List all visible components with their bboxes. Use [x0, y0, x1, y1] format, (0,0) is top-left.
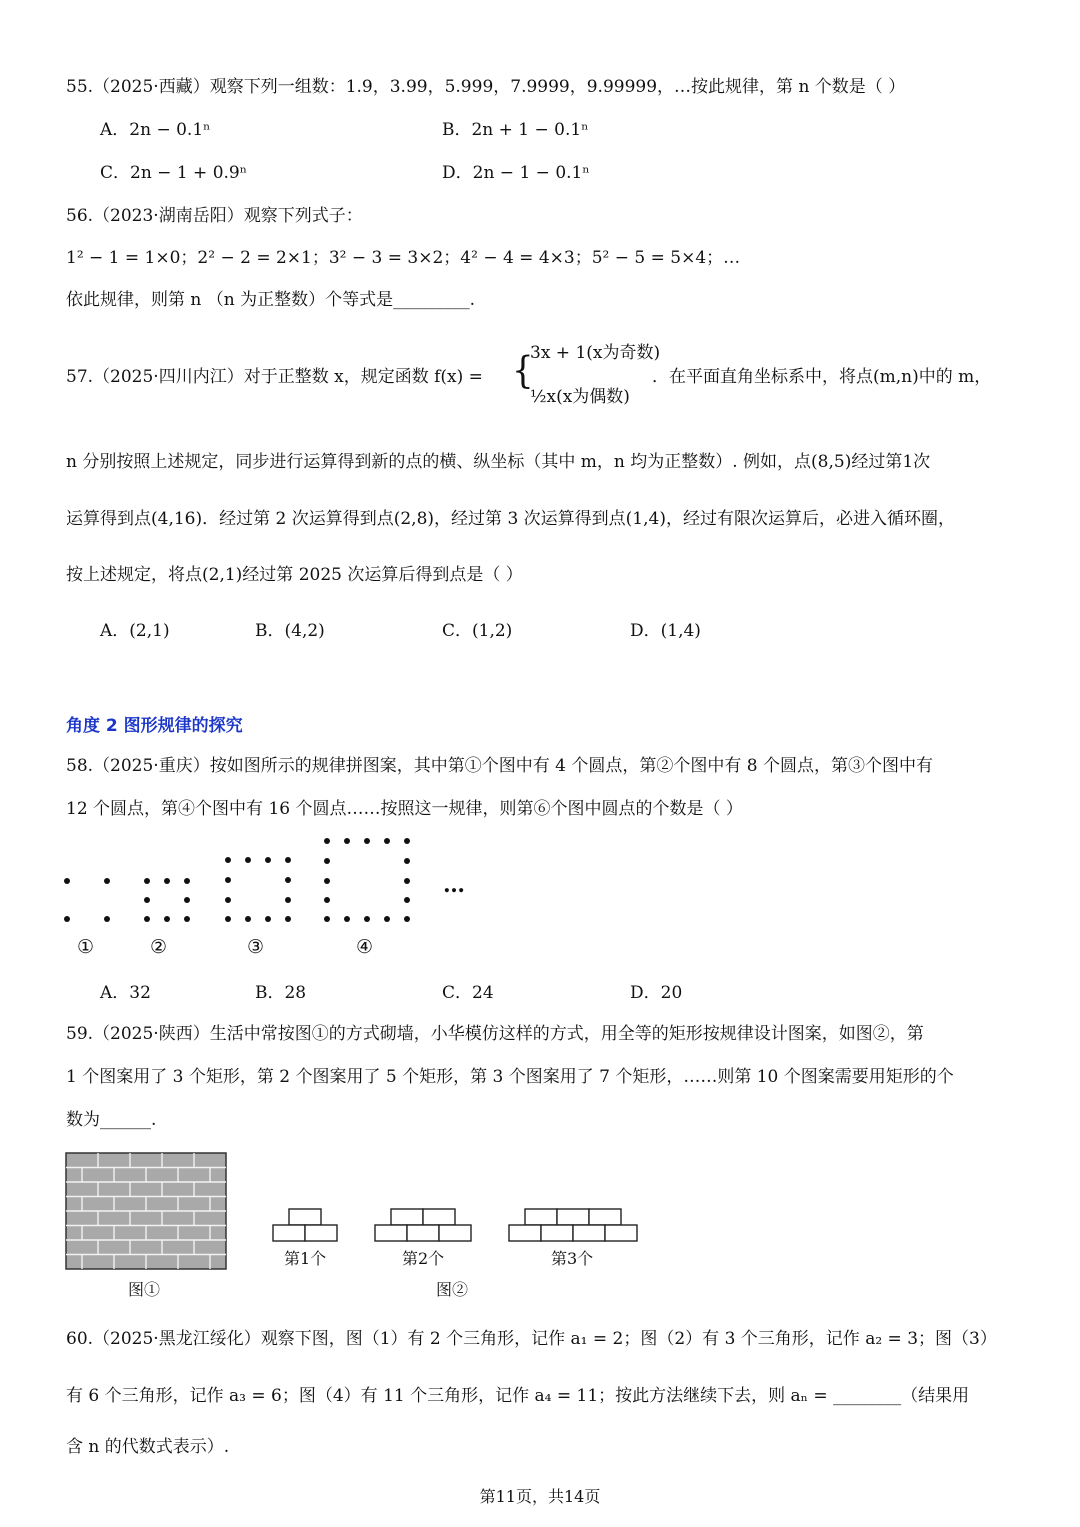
- pattern-1-label: 第1个: [284, 1249, 327, 1268]
- q55-option-d: D．2n − 1 − 0.1ⁿ: [442, 163, 590, 183]
- brace-icon: {: [512, 349, 534, 393]
- q59-line1: 59.（2025·陕西）生活中常按图①的方式砌墙，小华模仿这样的方式，用全等的矩形按规律设计图案，如图②，第: [66, 1024, 924, 1044]
- q57-line4: 按上述规定，将点(2,1)经过第 2025 次运算后得到点是（ ）: [66, 565, 523, 585]
- q57-case-even: ½x(x为偶数): [530, 387, 630, 407]
- q55-option-a: A．2n − 0.1ⁿ: [100, 120, 211, 140]
- figure-2-caption: 图②: [436, 1280, 469, 1299]
- q55-stem: 55.（2025·西藏）观察下列一组数：1.9，3.99，5.999，7.9999，9.99999，…按此规律，第 n 个数是（ ）: [66, 77, 906, 97]
- q56-stem: 56.（2023·湖南岳阳）观察下列式子：: [66, 206, 363, 226]
- q58-line1: 58.（2025·重庆）按如图所示的规律拼图案，其中第①个图中有 4 个圆点，第②个图中有 8 个圆点，第③个图中有: [66, 756, 933, 776]
- q57-option-a: A．(2,1): [100, 621, 170, 641]
- q57-after: ．在平面直角坐标系中，将点(m,n)中的 m，: [652, 367, 992, 387]
- q57-case-odd: 3x + 1(x为奇数): [530, 343, 661, 363]
- figure-label-4: ④: [356, 936, 374, 958]
- figure-1-caption: 图①: [128, 1280, 161, 1299]
- q57-line2: n 分别按照上述规定，同步进行运算得到新的点的横、纵坐标（其中 m，n 均为正整数）. 例如，点(8,5)经过第1次: [66, 452, 931, 472]
- figure-label-3: ③: [247, 936, 265, 958]
- figure-label-2: ②: [150, 936, 168, 958]
- q60-line2: 有 6 个三角形，记作 a₃ = 6；图（4）有 11 个三角形，记作 a₄ = 11；按此方法继续下去，则 aₙ = ________（结果用: [66, 1386, 970, 1406]
- q58-line2: 12 个圆点，第④个图中有 16 个圆点……按照这一规律，则第⑥个图中圆点的个数是（ ）: [66, 799, 743, 819]
- q58-option-b: B．28: [255, 983, 307, 1003]
- q55-option-c: C．2n − 1 + 0.9ⁿ: [100, 163, 248, 183]
- q56-tail: 依此规律，则第 n （n 为正整数）个等式是_________.: [66, 290, 476, 310]
- q60-line1: 60.（2025·黑龙江绥化）观察下图，图（1）有 2 个三角形，记作 a₁ = 2；图（2）有 3 个三角形，记作 a₂ = 3；图（3）: [66, 1329, 997, 1349]
- q59-line2: 1 个图案用了 3 个矩形，第 2 个图案用了 5 个矩形，第 3 个图案用了 7 个矩形，……则第 10 个图案需要用矩形的个: [66, 1067, 954, 1087]
- page-footer: 第11页，共14页: [479, 1487, 601, 1506]
- q57-option-d: D．(1,4): [630, 621, 701, 641]
- q58-option-d: D．20: [630, 983, 683, 1003]
- q56-formula: 1² − 1 = 1×0；2² − 2 = 2×1；3² − 3 = 3×2；4² − 4 = 4×3；5² − 5 = 5×4；…: [66, 248, 741, 268]
- dots-ellipsis: …: [443, 872, 465, 898]
- q57-option-b: B．(4,2): [255, 621, 325, 641]
- q58-option-c: C．24: [442, 983, 494, 1003]
- q57-option-c: C．(1,2): [442, 621, 513, 641]
- pattern-3-label: 第3个: [551, 1249, 594, 1268]
- q57-line3: 运算得到点(4,16)．经过第 2 次运算得到点(2,8)，经过第 3 次运算得到点(1,4)，经过有限次运算后，必进入循环圈，: [66, 509, 955, 529]
- section-heading: 角度 2 图形规律的探究: [66, 716, 243, 736]
- q59-line3: 数为______.: [66, 1110, 157, 1130]
- figure-label-1: ①: [77, 936, 95, 958]
- q58-option-a: A．32: [100, 983, 151, 1003]
- q57-lead: 57.（2025·四川内江）对于正整数 x，规定函数 f(x) =: [66, 367, 483, 387]
- q60-line3: 含 n 的代数式表示）.: [66, 1437, 230, 1457]
- q55-option-b: B．2n + 1 − 0.1ⁿ: [442, 120, 589, 140]
- pattern-2-label: 第2个: [402, 1249, 445, 1268]
